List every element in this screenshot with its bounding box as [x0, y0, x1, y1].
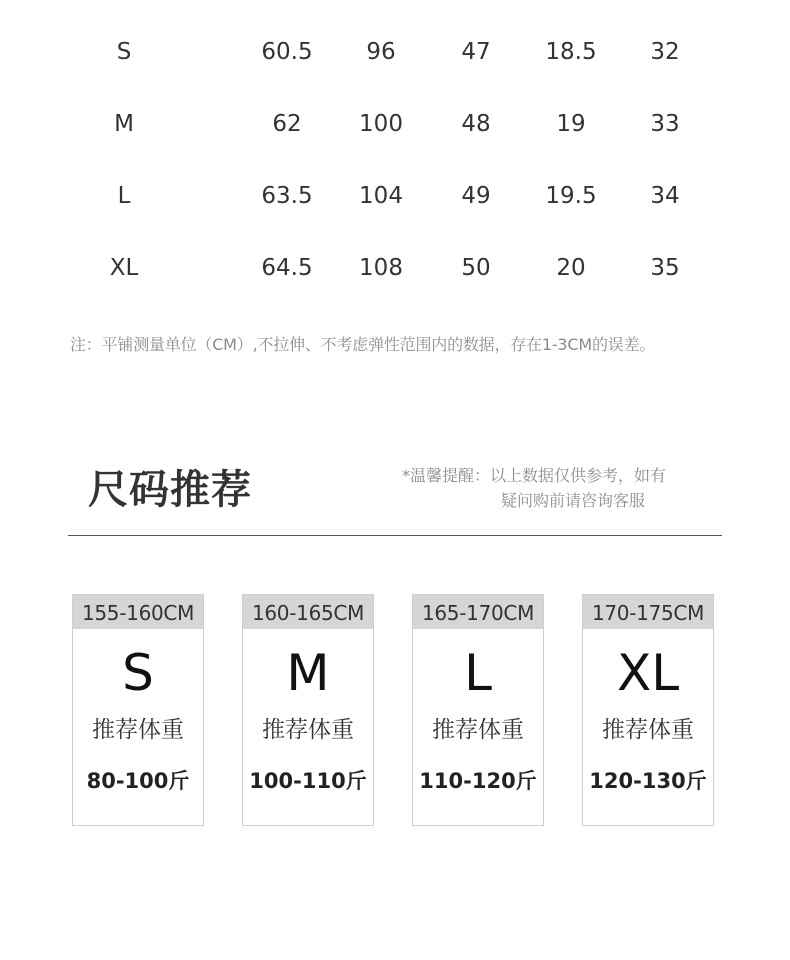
table-cell: 34 [650, 183, 680, 209]
table-cell: 104 [359, 183, 403, 209]
table-cell: 62 [272, 111, 302, 137]
table-cell: 63.5 [261, 183, 313, 209]
weight-range: 100-110斤 [249, 769, 367, 793]
table-cell: 60.5 [261, 39, 313, 65]
table-row [0, 231, 790, 303]
weight-range: 110-120斤 [419, 769, 537, 793]
table-row [0, 159, 790, 231]
weight-range: 120-130斤 [589, 769, 707, 793]
table-cell: 20 [556, 255, 586, 281]
size-cell: L [117, 183, 131, 209]
size-cell: S [116, 39, 132, 65]
table-cell: 19.5 [545, 183, 597, 209]
table-cell: 64.5 [261, 255, 313, 281]
section-title: 尺码推荐 [88, 467, 252, 513]
table-row [0, 15, 790, 87]
measurement-note: 注：平铺测量单位（CM）,不拉伸、不考虑弹性范围内的数据，存在1-3CM的误差。 [70, 335, 656, 354]
reminder-line-2: 疑问购前请咨询客服 [501, 491, 646, 510]
table-cell: 49 [461, 183, 491, 209]
height-range: 165-170CM [413, 595, 543, 629]
weight-label: 推荐体重 [92, 717, 184, 743]
size-letter: M [286, 644, 330, 702]
size-cell: XL [109, 255, 139, 281]
weight-label: 推荐体重 [262, 717, 354, 743]
table-cell: 100 [359, 111, 403, 137]
size-letter: L [464, 644, 492, 702]
size-table [0, 15, 790, 303]
reminder-line-1: *温馨提醒：以上数据仅供参考，如有 [402, 466, 667, 485]
size-card-xl [582, 594, 714, 826]
height-range: 155-160CM [73, 595, 203, 629]
table-cell: 33 [650, 111, 680, 137]
table-cell: 108 [359, 255, 403, 281]
weight-range: 80-100斤 [86, 769, 190, 793]
weight-label: 推荐体重 [602, 717, 694, 743]
size-letter: XL [616, 644, 680, 702]
table-cell: 47 [461, 39, 491, 65]
divider [68, 535, 722, 536]
height-range: 160-165CM [243, 595, 373, 629]
table-cell: 18.5 [545, 39, 597, 65]
size-card-m [242, 594, 374, 826]
size-letter: S [122, 644, 154, 702]
size-card-l [412, 594, 544, 826]
table-cell: 50 [461, 255, 491, 281]
table-cell: 32 [650, 39, 680, 65]
table-cell: 48 [461, 111, 491, 137]
height-range: 170-175CM [583, 595, 713, 629]
weight-label: 推荐体重 [432, 717, 524, 743]
table-cell: 19 [556, 111, 586, 137]
table-cell: 96 [366, 39, 396, 65]
reminder-text [402, 463, 722, 513]
table-row [0, 87, 790, 159]
size-card-s [72, 594, 204, 826]
size-cell: M [114, 111, 134, 137]
table-cell: 35 [650, 255, 680, 281]
